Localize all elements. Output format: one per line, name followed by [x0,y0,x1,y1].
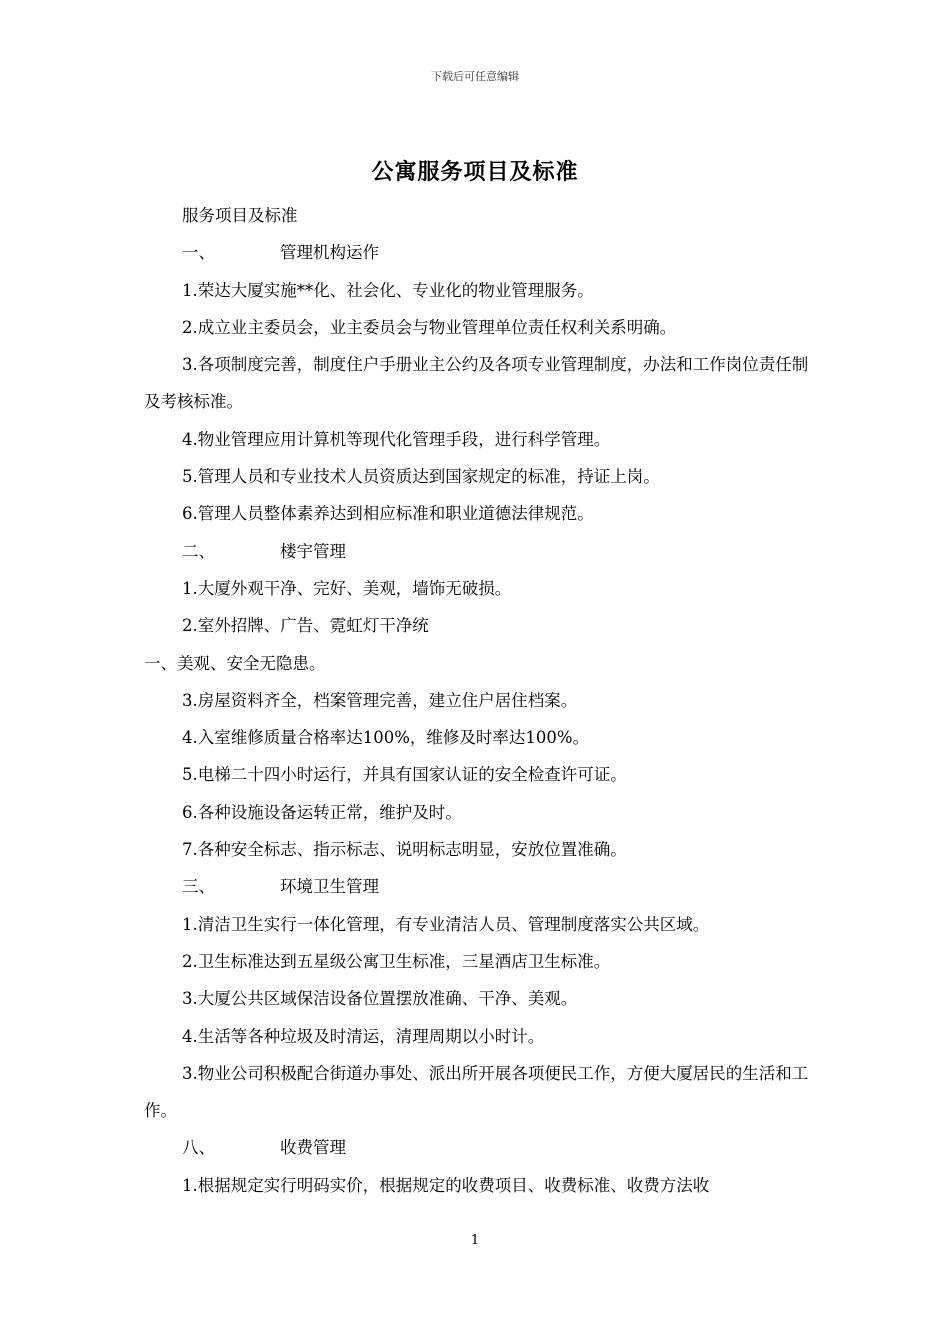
list-item: 3.各项制度完善，制度住户手册业主公约及各项专业管理制度，办法和工作岗位责任制及考核标准。 [144,355,809,412]
section-number: 二、 [182,541,215,561]
section-number: 三、 [182,877,215,897]
section-number: 八、 [182,1138,215,1158]
list-item: 一、美观、安全无隐患。 [144,653,326,673]
section-title: 环境卫生管理 [280,877,379,897]
list-item: 6.管理人员整体素养达到相应标准和职业道德法律规范。 [182,504,594,524]
header-note: 下载后可任意编辑 [431,70,519,83]
document-body [144,197,812,1204]
list-item: 7.各种安全标志、指示标志、说明标志明显，安放位置准确。 [182,840,627,860]
section-title: 收费管理 [280,1138,346,1158]
section-title: 管理机构运作 [280,243,379,263]
section-title: 楼宇管理 [280,541,346,561]
list-item: 2.室外招牌、广告、霓虹灯干净统 [182,616,429,636]
list-item: 3.房屋资料齐全，档案管理完善，建立住户居住档案。 [182,690,578,710]
list-item: 5.管理人员和专业技术人员资质达到国家规定的标准，持证上岗。 [182,467,660,487]
document-title: 公寓服务项目及标准 [371,159,579,185]
subtitle: 服务项目及标准 [182,206,298,225]
list-item: 4.入室维修质量合格率达100%，维修及时率达100%。 [182,728,590,748]
list-item: 3.大厦公共区域保洁设备位置摆放准确、干净、美观。 [182,989,578,1009]
section-number: 一、 [182,243,215,263]
list-item: 1.根据规定实行明码实价，根据规定的收费项目、收费标准、收费方法收 [182,1175,710,1195]
list-item: 4.物业管理应用计算机等现代化管理手段，进行科学管理。 [182,429,611,449]
section-heading [144,234,812,271]
list-item: 1.大厦外观干净、完好、美观，墙饰无破损。 [182,578,512,598]
list-item: 1.清洁卫生实行一体化管理，有专业清洁人员、管理制度落实公共区域。 [182,914,710,934]
list-item: 3.物业公司积极配合街道办事处、派出所开展各项便民工作，方便大厦居民的生活和工作。 [144,1063,809,1121]
list-item: 2.卫生标准达到五星级公寓卫生标准，三星酒店卫生标准。 [182,951,611,971]
list-item: 2.成立业主委员会，业主委员会与物业管理单位责任权利关系明确。 [182,317,677,337]
section-heading [144,1129,812,1166]
list-item: 1.荣达大厦实施**化、社会化、专业化的物业管理服务。 [182,280,594,300]
section-heading [144,868,812,905]
list-item: 4.生活等各种垃圾及时清运，清理周期以小时计。 [182,1026,545,1046]
section-heading [144,533,812,570]
list-item: 5.电梯二十四小时运行，并具有国家认证的安全检查许可证。 [182,765,627,785]
list-item: 6.各种设施设备运转正常，维护及时。 [182,802,462,822]
page-number: 1 [470,1233,480,1248]
